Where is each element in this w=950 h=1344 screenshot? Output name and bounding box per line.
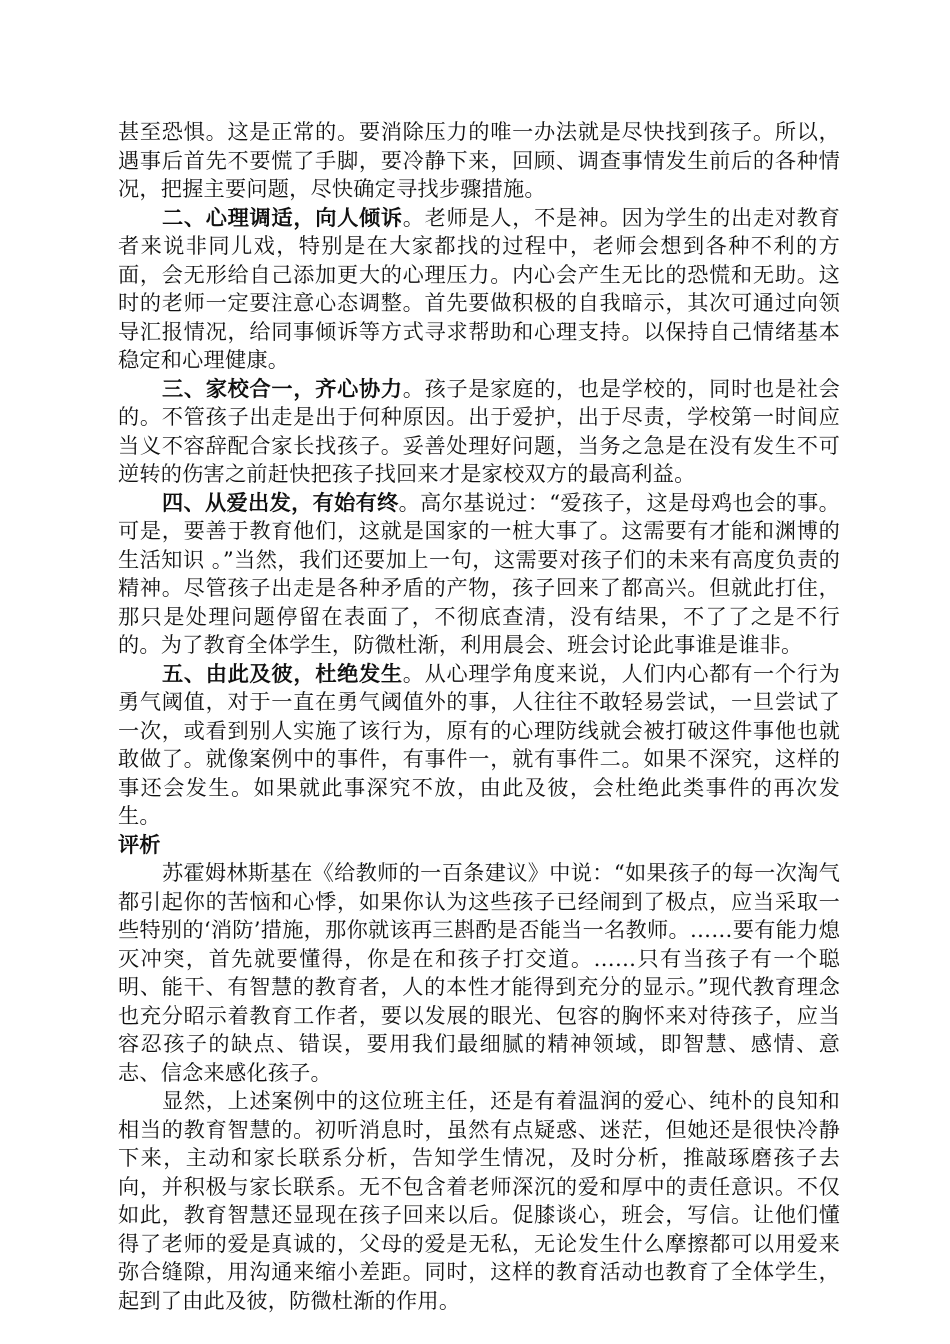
section-heading: 三、家校合一，齐心协力 xyxy=(162,375,403,401)
section-heading: 四、从爱出发，有始有终 xyxy=(162,489,399,515)
paragraph-text: 。老师是人，不是神。因为学生的出走对教育者来说非同儿戏，特别是在大家都找的过程中，老师会想到各种不利的方面，会无形给自己添加更大的心理压力。内心会产生无比的恐慌和无助。这时的老师一定要注意心态调整。首先要做积极的自我暗示，其次可通过向领导汇报情况，给同事倾诉等方式寻求帮助和心理支持。以保持自己情绪基本稳定和心理健康。 xyxy=(118,204,840,372)
analysis-paragraph-1: 苏霍姆林斯基在《给教师的一百条建议》中说：“如果孩子的每一次淘气都引起你的苦恼和心悸，如果你认为这些孩子已经闹到了极点，应当采取一些特别的‘消防’措施，那你就该再三斟酌是否能当一名教师。……要有能力熄灭冲突，首先就要懂得，你是在和孩子打交道。……只有当孩子有一个聪明、能干、有智慧的教育者，人的本性才能得到充分的显示。”现代教育理念也充分昭示着教育工作者，要以发展的眼光、包容的胸怀来对待孩子，应当容忍孩子的缺点、错误，要用我们最细腻的精神领域，即智慧、感情、意志、信念来感化孩子。 xyxy=(118,860,840,1085)
document-page xyxy=(118,118,840,1315)
section-heading: 二、心理调适，向人倾诉 xyxy=(162,204,403,230)
analysis-paragraph-2: 显然，上述案例中的这位班主任，还是有着温润的爱心、纯朴的良知和相当的教育智慧的。初听消息时，虽然有点疑惑、迷茫，但她还是很快冷静下来，主动和家长联系分析，告知学生情况，及时分析，推敲琢磨孩子去向，并积极与家长联系。无不包含着老师深沉的爱和厚中的责任意识。不仅如此，教育智慧还显现在孩子回来以后。促膝谈心，班会，写信。让他们懂得了老师的爱是真诚的，父母的爱是无私，无论发生什么摩擦都可以用爱来弥合缝隙，用沟通来缩小差距。同时，这样的教育活动也教育了全体学生，起到了由此及彼，防微杜渐的作用。 xyxy=(118,1088,840,1313)
paragraph-section-4 xyxy=(118,489,840,660)
paragraph-continuation xyxy=(118,118,840,204)
paragraph-section-2 xyxy=(118,204,840,375)
paragraph-text: 。从心理学角度来说，人们内心都有一个行为勇气阈值，对于一直在勇气阈值外的事，人往往不敢轻易尝试，一旦尝试了一次，或看到别人实施了该行为，原有的心理防线就会被打破这件事他也就敢做了。就像案例中的事件，有事件一，就有事件二。如果不深究，这样的事还会发生。如果就此事深究不放，由此及彼，会杜绝此类事件的再次发生。 xyxy=(118,660,840,828)
paragraph-section-5 xyxy=(118,660,840,831)
paragraph-text: 。孩子是家庭的，也是学校的，同时也是社会的。不管孩子出走是出于何种原因。出于爱护，出于尽责，学校第一时间应当义不容辞配合家长找孩子。妥善处理好问题，当务之急是在没有发生不可逆转的伤害之前赶快把孩子找回来才是家校双方的最高利益。 xyxy=(118,375,840,486)
paragraph-section-3 xyxy=(118,375,840,489)
analysis-title: 评析 xyxy=(118,831,161,857)
paragraph-text: 。高尔基说过：“爱孩子，这是母鸡也会的事。可是，要善于教育他们，这就是国家的一桩大事了。这需要有才能和渊博的生活知识 。”当然，我们还要加上一句，这需要对孩子们的未来有高度负责的精神。尽管孩子出走是各种矛盾的产物，孩子回来了都高兴。但就此打住，那只是处理问题停留在表面了，不彻底查清，没有结果，不了了之是不行的。为了教育全体学生，防微杜渐，利用晨会、班会讨论此事谁是谁非。 xyxy=(118,489,840,657)
section-heading: 五、由此及彼，杜绝发生 xyxy=(162,660,403,686)
paragraph-text: 甚至恐惧。这是正常的。要消除压力的唯一办法就是尽快找到孩子。所以，遇事后首先不要慌了手脚，要冷静下来，回顾、调查事情发生前后的各种情况，把握主要问题，尽快确定寻找步骤措施。 xyxy=(118,119,840,201)
